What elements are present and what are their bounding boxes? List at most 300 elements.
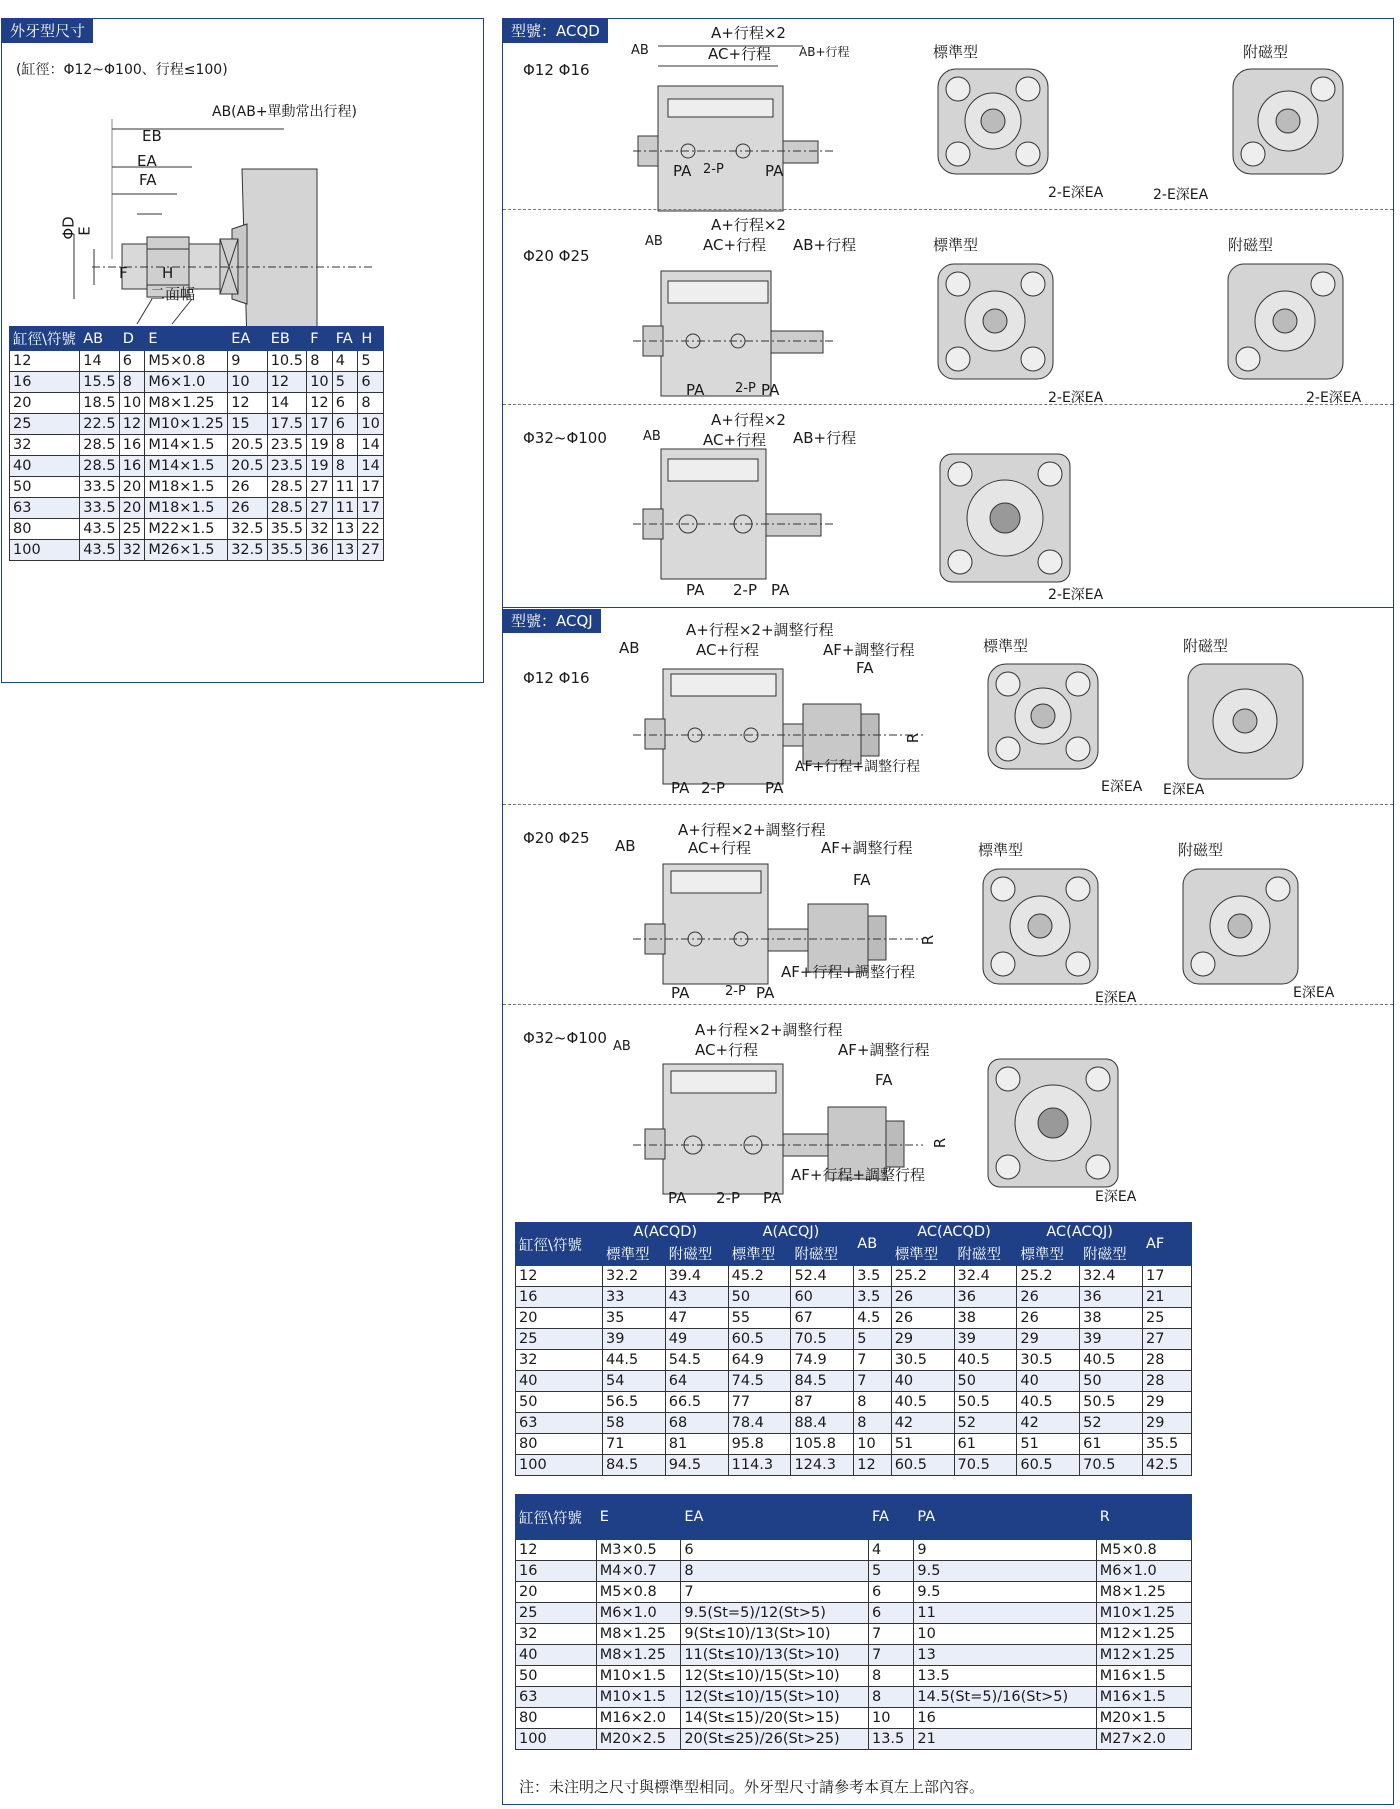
table-cell: M10×1.5 xyxy=(596,1687,681,1708)
table-row xyxy=(10,477,384,498)
label-ab: AB(AB+單動常出行程) xyxy=(212,104,358,120)
table-row xyxy=(516,1434,1192,1455)
table-cell: 13.5 xyxy=(868,1729,913,1750)
table-cell: 20 xyxy=(119,477,145,498)
table-cell: 114.3 xyxy=(728,1455,791,1476)
table-cell: M12×1.25 xyxy=(1096,1624,1191,1645)
row-bore-cell: 80 xyxy=(516,1708,597,1729)
table-cell: 77 xyxy=(728,1392,791,1413)
table-cell: M6×1.0 xyxy=(596,1603,681,1624)
table-row xyxy=(10,393,384,414)
table-cell: 94.5 xyxy=(665,1455,728,1476)
table-cell: 52 xyxy=(1080,1413,1143,1434)
table-cell: 9 xyxy=(914,1540,1096,1561)
acqd-row2-2p: 2-P xyxy=(735,381,756,396)
table-cell: 14.5(St=5)/16(St>5) xyxy=(914,1687,1096,1708)
acqj-row2-dim-af2: AF+行程+調整行程 xyxy=(781,963,916,981)
table-row xyxy=(516,1266,1192,1287)
th-f: F xyxy=(307,327,333,351)
acqd-row3-dim-ac: AC+行程 xyxy=(703,431,767,449)
table-cell: 13.5 xyxy=(914,1666,1096,1687)
table-cell: 32.4 xyxy=(1080,1266,1143,1287)
acqd-row3-bore: Φ32~Φ100 xyxy=(523,429,607,447)
acqd-row2-dim-ab2: AB+行程 xyxy=(793,236,857,254)
table-cell: 8 xyxy=(854,1392,891,1413)
row-bore-cell: 100 xyxy=(10,540,80,561)
table-cell: 44.5 xyxy=(602,1350,665,1371)
label-fa: FA xyxy=(139,171,157,189)
acqd-row3-2p: 2-P xyxy=(733,581,758,599)
table-cell: 6 xyxy=(358,372,384,393)
table-cell: M16×2.0 xyxy=(596,1708,681,1729)
label-ea: EA xyxy=(137,152,157,170)
acqd-row2-pa-left: PA xyxy=(686,381,705,399)
table-cell: 7 xyxy=(681,1582,869,1603)
th-ea: EA xyxy=(228,327,268,351)
table-cell: 52.4 xyxy=(791,1266,854,1287)
table-row xyxy=(516,1350,1192,1371)
external-thread-table xyxy=(9,326,384,561)
table-cell: 40 xyxy=(1017,1371,1080,1392)
acqj-row2-dim-ab: AB xyxy=(615,837,636,855)
table-row xyxy=(516,1308,1192,1329)
acqj-row2-ea-mag: E深EA xyxy=(1293,985,1335,1001)
acqd-row1-std-label: 標準型 xyxy=(933,43,979,61)
table-cell: M8×1.25 xyxy=(596,1624,681,1645)
row-bore-cell: 16 xyxy=(10,372,80,393)
table2-body xyxy=(516,1266,1192,1476)
table-cell: 39 xyxy=(602,1329,665,1350)
table-cell: 26 xyxy=(1017,1308,1080,1329)
table-row xyxy=(516,1413,1192,1434)
table-cell: 60.5 xyxy=(728,1329,791,1350)
table-cell: 15.5 xyxy=(80,372,120,393)
t2-sub-6: 標準型 xyxy=(1017,1242,1080,1266)
table-cell: 26 xyxy=(1017,1287,1080,1308)
t2-th-ab: AB xyxy=(854,1223,891,1266)
table-cell: 12 xyxy=(228,393,268,414)
acqd-row3-pa-right: PA xyxy=(771,581,790,599)
table-cell: 81 xyxy=(665,1434,728,1455)
table-cell: 6 xyxy=(681,1540,869,1561)
acqj-row2-pa-right: PA xyxy=(756,984,775,1002)
dimension-table-b xyxy=(515,1494,1192,1750)
table-row xyxy=(10,519,384,540)
table-cell: 6 xyxy=(332,393,358,414)
table-cell: 7 xyxy=(854,1371,891,1392)
table-cell: 32.5 xyxy=(228,540,268,561)
table-cell: M26×1.5 xyxy=(145,540,228,561)
table-cell: 7 xyxy=(868,1624,913,1645)
row-bore-cell: 50 xyxy=(516,1392,603,1413)
acqj-row1-std-front-view xyxy=(983,659,1103,774)
table-cell: 25 xyxy=(1143,1308,1192,1329)
row-bore-cell: 32 xyxy=(10,435,80,456)
table-cell: 42 xyxy=(1017,1413,1080,1434)
table-cell: 4 xyxy=(868,1540,913,1561)
table-cell: M16×1.5 xyxy=(1096,1687,1191,1708)
row-bore-cell: 12 xyxy=(516,1266,603,1287)
table-row xyxy=(516,1687,1192,1708)
row-bore-cell: 80 xyxy=(516,1434,603,1455)
table-cell: 95.8 xyxy=(728,1434,791,1455)
acqd-row2-side-drawing xyxy=(633,231,833,411)
t2-sub-7: 附磁型 xyxy=(1080,1242,1143,1266)
acqd-row2-std-label: 標準型 xyxy=(933,236,979,254)
t2-sub-5: 附磁型 xyxy=(954,1242,1017,1266)
table-cell: 5 xyxy=(332,372,358,393)
table-cell: 10 xyxy=(868,1708,913,1729)
acqd-row3-ea-std: 2-E深EA xyxy=(1048,587,1104,603)
table-cell: 35.5 xyxy=(267,540,307,561)
table-cell: 6 xyxy=(868,1582,913,1603)
table-cell: 29 xyxy=(891,1329,954,1350)
table-cell: 7 xyxy=(854,1350,891,1371)
dimension-table-a xyxy=(515,1222,1192,1476)
acqj-row1-dim-ac: AC+行程 xyxy=(696,641,760,659)
table-cell: 28 xyxy=(1143,1350,1192,1371)
table-cell: M8×1.25 xyxy=(596,1645,681,1666)
acqd-row1-dim-ab2: AB+行程 xyxy=(799,45,850,59)
acqd-row1-mag-label: 附磁型 xyxy=(1243,43,1289,61)
table-row xyxy=(516,1561,1192,1582)
table-cell: 40.5 xyxy=(954,1350,1017,1371)
table-row xyxy=(516,1329,1192,1350)
table-cell: 9.5 xyxy=(914,1561,1096,1582)
table-row xyxy=(516,1624,1192,1645)
label-eb: EB xyxy=(142,127,162,145)
table-row xyxy=(516,1455,1192,1476)
acqj-row1-mag-front-view xyxy=(1183,659,1308,784)
table-cell: 10 xyxy=(854,1434,891,1455)
acqj-row2-dim-fa: FA xyxy=(853,871,871,889)
external-thread-subtitle: (缸徑：Φ12~Φ100、行程≤100) xyxy=(16,62,228,78)
table-cell: 3.5 xyxy=(854,1266,891,1287)
row-bore-cell: 20 xyxy=(516,1582,597,1603)
t2-th-a-acqd: A(ACQD) xyxy=(602,1223,728,1242)
table-cell: 16 xyxy=(119,456,145,477)
table-row xyxy=(10,456,384,477)
table-cell: 9.5(St=5)/12(St>5) xyxy=(681,1603,869,1624)
th-h: H xyxy=(358,327,384,351)
table-cell: 26 xyxy=(891,1308,954,1329)
row-bore-cell: 32 xyxy=(516,1350,603,1371)
table-cell: 66.5 xyxy=(665,1392,728,1413)
acqj-row2-std-front-view xyxy=(978,864,1103,989)
row-bore-cell: 25 xyxy=(10,414,80,435)
table-cell: M14×1.5 xyxy=(145,435,228,456)
acqj-row3-2p: 2-P xyxy=(716,1189,741,1207)
acqj-row1-dim-fa: FA xyxy=(856,659,874,677)
row-bore-cell: 32 xyxy=(516,1624,597,1645)
table-cell: 28.5 xyxy=(80,435,120,456)
table-cell: 56.5 xyxy=(602,1392,665,1413)
t2-sub-4: 標準型 xyxy=(891,1242,954,1266)
table-cell: M27×2.0 xyxy=(1096,1729,1191,1750)
table-cell: 42.5 xyxy=(1143,1455,1192,1476)
acqd-row2-ea-std: 2-E深EA xyxy=(1048,390,1104,406)
t3-th-bore: 缸徑\符號 xyxy=(516,1495,597,1540)
table-cell: 52 xyxy=(954,1413,1017,1434)
acqj-divider-2 xyxy=(503,1004,1393,1005)
row-bore-cell: 12 xyxy=(516,1540,597,1561)
table-cell: 38 xyxy=(954,1308,1017,1329)
acqj-row1-mag-label: 附磁型 xyxy=(1183,637,1229,655)
label-phid: ΦD xyxy=(59,216,78,240)
table-cell: 8 xyxy=(332,435,358,456)
table-cell: 17 xyxy=(358,477,384,498)
table-cell: 10.5 xyxy=(267,351,307,372)
table-cell: 32 xyxy=(307,519,333,540)
right-panel xyxy=(502,18,1394,1805)
table-cell: 4 xyxy=(332,351,358,372)
table-cell: 14 xyxy=(80,351,120,372)
table-cell: 74.9 xyxy=(791,1350,854,1371)
acqj-row1-dim-ab: AB xyxy=(619,639,640,657)
table-cell: 32.2 xyxy=(602,1266,665,1287)
acqd-row2-dim-a: A+行程×2 xyxy=(711,216,786,234)
table-row xyxy=(516,1729,1192,1750)
table-cell: 40 xyxy=(891,1371,954,1392)
table-cell: 45.2 xyxy=(728,1266,791,1287)
acqd-divider-2 xyxy=(503,404,1393,405)
table-cell: 28.5 xyxy=(267,477,307,498)
external-thread-tag: 外牙型尺寸 xyxy=(2,19,93,43)
table-cell: 25.2 xyxy=(1017,1266,1080,1287)
table-row xyxy=(516,1582,1192,1603)
table-cell: 64.9 xyxy=(728,1350,791,1371)
table-cell: 8 xyxy=(358,393,384,414)
table-cell: M4×0.7 xyxy=(596,1561,681,1582)
acqj-row2-ea-std: E深EA xyxy=(1095,990,1137,1006)
acqj-row3-dim-r: R xyxy=(931,1137,950,1149)
table-cell: 11 xyxy=(914,1603,1096,1624)
table-cell: 11 xyxy=(332,477,358,498)
table-cell: 9 xyxy=(228,351,268,372)
table-cell: M16×1.5 xyxy=(1096,1666,1191,1687)
table-cell: 32.5 xyxy=(228,519,268,540)
acqd-row2-bore: Φ20 Φ25 xyxy=(523,247,590,265)
t2-sub-2: 標準型 xyxy=(728,1242,791,1266)
table-row xyxy=(10,414,384,435)
table-cell: 71 xyxy=(602,1434,665,1455)
table-cell: 35 xyxy=(602,1308,665,1329)
table-cell: 10 xyxy=(914,1624,1096,1645)
table-cell: M20×1.5 xyxy=(1096,1708,1191,1729)
table-cell: 20.5 xyxy=(228,456,268,477)
table-cell: M5×0.8 xyxy=(596,1582,681,1603)
label-f: F xyxy=(119,264,128,282)
table-cell: 25.2 xyxy=(891,1266,954,1287)
acqj-row3-dim-ab: AB xyxy=(613,1039,631,1054)
table-cell: 11 xyxy=(332,498,358,519)
table-body xyxy=(10,351,384,561)
acqj-row1-dim-a: A+行程×2+調整行程 xyxy=(686,621,834,639)
acqj-row3-dim-fa: FA xyxy=(875,1071,893,1089)
table-cell: 12(St≤10)/15(St>10) xyxy=(681,1666,869,1687)
acqj-row2-bore: Φ20 Φ25 xyxy=(523,829,590,847)
acqj-tag: 型號：ACQJ xyxy=(503,609,601,633)
acqd-row1-2p: 2-P xyxy=(703,162,724,177)
table-cell: 13 xyxy=(332,519,358,540)
table-cell: 8 xyxy=(332,456,358,477)
table-cell: 29 xyxy=(1017,1329,1080,1350)
acqj-divider xyxy=(503,607,1393,608)
table-cell: 33.5 xyxy=(80,477,120,498)
table-cell: 60.5 xyxy=(891,1455,954,1476)
table-cell: 40.5 xyxy=(1080,1350,1143,1371)
table-cell: 67 xyxy=(791,1308,854,1329)
table-cell: 38 xyxy=(1080,1308,1143,1329)
table-cell: 5 xyxy=(854,1329,891,1350)
table-cell: 50 xyxy=(954,1371,1017,1392)
table-cell: 47 xyxy=(665,1308,728,1329)
table-cell: 74.5 xyxy=(728,1371,791,1392)
table-cell: 36 xyxy=(307,540,333,561)
acqd-row3-dim-ab2: AB+行程 xyxy=(793,429,857,447)
acqj-row2-mag-front-view xyxy=(1178,864,1303,989)
table-cell: 58 xyxy=(602,1413,665,1434)
table-cell: M12×1.25 xyxy=(1096,1645,1191,1666)
table-cell: 30.5 xyxy=(1017,1350,1080,1371)
table-row xyxy=(10,372,384,393)
table-cell: 8 xyxy=(868,1666,913,1687)
row-bore-cell: 50 xyxy=(516,1666,597,1687)
table-row xyxy=(10,435,384,456)
table-row xyxy=(516,1603,1192,1624)
acqd-row1-std-front-view xyxy=(933,64,1053,179)
table-cell: 4.5 xyxy=(854,1308,891,1329)
t3-th-r: R xyxy=(1096,1495,1191,1540)
acqd-row1-ea-std: 2-E深EA xyxy=(1048,185,1104,201)
table-row xyxy=(516,1540,1192,1561)
table-cell: 14 xyxy=(358,435,384,456)
table-cell: 55 xyxy=(728,1308,791,1329)
table-cell: 6 xyxy=(119,351,145,372)
acqd-row1-pa-right: PA xyxy=(765,162,784,180)
table-cell: M18×1.5 xyxy=(145,498,228,519)
acqd-row2-mag-label: 附磁型 xyxy=(1228,236,1274,254)
table-cell: 87 xyxy=(791,1392,854,1413)
acqj-divider-1 xyxy=(503,804,1393,805)
row-bore-cell: 20 xyxy=(10,393,80,414)
row-bore-cell: 25 xyxy=(516,1603,597,1624)
acqj-row2-side-drawing xyxy=(633,859,933,1004)
table-cell: 26 xyxy=(228,477,268,498)
table-header-row xyxy=(10,327,384,351)
table-cell: 28.5 xyxy=(80,456,120,477)
table-row xyxy=(10,498,384,519)
acqd-divider-1 xyxy=(503,209,1393,210)
table-cell: 10 xyxy=(119,393,145,414)
table-cell: 17 xyxy=(358,498,384,519)
table-cell: 78.4 xyxy=(728,1413,791,1434)
table-cell: M5×0.8 xyxy=(145,351,228,372)
acqj-row1-dim-af: AF+調整行程 xyxy=(823,641,915,659)
table-cell: 20.5 xyxy=(228,435,268,456)
row-bore-cell: 40 xyxy=(516,1371,603,1392)
row-bore-cell: 100 xyxy=(516,1455,603,1476)
t2-sub-3: 附磁型 xyxy=(791,1242,854,1266)
acqj-row1-ea-mag: E深EA xyxy=(1163,782,1205,798)
row-bore-cell: 25 xyxy=(516,1329,603,1350)
table-cell: 29 xyxy=(1143,1413,1192,1434)
th-e: E xyxy=(145,327,228,351)
table-cell: 43.5 xyxy=(80,519,120,540)
table-row xyxy=(516,1392,1192,1413)
table-cell: 49 xyxy=(665,1329,728,1350)
table-cell: 39 xyxy=(954,1329,1017,1350)
table-row xyxy=(516,1645,1192,1666)
table-cell: 23.5 xyxy=(267,435,307,456)
table-cell: 60.5 xyxy=(1017,1455,1080,1476)
table-cell: 32.4 xyxy=(954,1266,1017,1287)
acqj-row2-dim-r: R xyxy=(919,934,938,946)
acqj-row3-std-front-view xyxy=(983,1054,1128,1194)
table-cell: M10×1.25 xyxy=(145,414,228,435)
table-cell: 54 xyxy=(602,1371,665,1392)
table-cell: 54.5 xyxy=(665,1350,728,1371)
acqd-row2-pa-right: PA xyxy=(761,381,780,399)
table-cell: M6×1.0 xyxy=(145,372,228,393)
t2-th-bore: 缸徑\符號 xyxy=(516,1223,603,1266)
acqj-row1-dim-af2: AF+行程+調整行程 xyxy=(795,759,921,775)
table-cell: 16 xyxy=(914,1708,1096,1729)
row-bore-cell: 50 xyxy=(10,477,80,498)
acqj-row3-bore: Φ32~Φ100 xyxy=(523,1029,607,1047)
table-row xyxy=(516,1666,1192,1687)
acqj-row2-pa-left: PA xyxy=(671,984,690,1002)
t2-th-ac-acqj: AC(ACQJ) xyxy=(1017,1223,1143,1242)
table-cell: 70.5 xyxy=(791,1329,854,1350)
table-cell: 6 xyxy=(332,414,358,435)
table-cell: 124.3 xyxy=(791,1455,854,1476)
table-cell: 40.5 xyxy=(891,1392,954,1413)
table-cell: 21 xyxy=(914,1729,1096,1750)
table-cell: M10×1.5 xyxy=(596,1666,681,1687)
acqj-row1-pa-right: PA xyxy=(765,779,784,797)
acqd-row1-ea-mag: 2-E深EA xyxy=(1153,187,1209,203)
table-cell: 12 xyxy=(854,1455,891,1476)
th-fa: FA xyxy=(332,327,358,351)
row-bore-cell: 20 xyxy=(516,1308,603,1329)
table-cell: 19 xyxy=(307,435,333,456)
table-cell: 7 xyxy=(868,1645,913,1666)
table-cell: M20×2.5 xyxy=(596,1729,681,1750)
table-cell: 11(St≤10)/13(St>10) xyxy=(681,1645,869,1666)
table-cell: 23.5 xyxy=(267,456,307,477)
external-thread-panel xyxy=(1,18,484,683)
table-cell: M5×0.8 xyxy=(1096,1540,1191,1561)
table-cell: 70.5 xyxy=(1080,1455,1143,1476)
table-cell: 26 xyxy=(228,498,268,519)
table-row xyxy=(516,1287,1192,1308)
table-cell: 30.5 xyxy=(891,1350,954,1371)
acqd-row2-dim-ac: AC+行程 xyxy=(703,236,767,254)
table-cell: 32 xyxy=(119,540,145,561)
table-cell: 5 xyxy=(358,351,384,372)
table-cell: 50 xyxy=(728,1287,791,1308)
table-cell: 50 xyxy=(1080,1371,1143,1392)
table-cell: 29 xyxy=(1143,1392,1192,1413)
table-cell: 35.5 xyxy=(1143,1434,1192,1455)
table-cell: 14 xyxy=(267,393,307,414)
table-cell: 33 xyxy=(602,1287,665,1308)
row-bore-cell: 100 xyxy=(516,1729,597,1750)
table3-header-row xyxy=(516,1495,1192,1540)
acqj-row3-dim-a: A+行程×2+調整行程 xyxy=(695,1021,843,1039)
row-bore-cell: 12 xyxy=(10,351,80,372)
